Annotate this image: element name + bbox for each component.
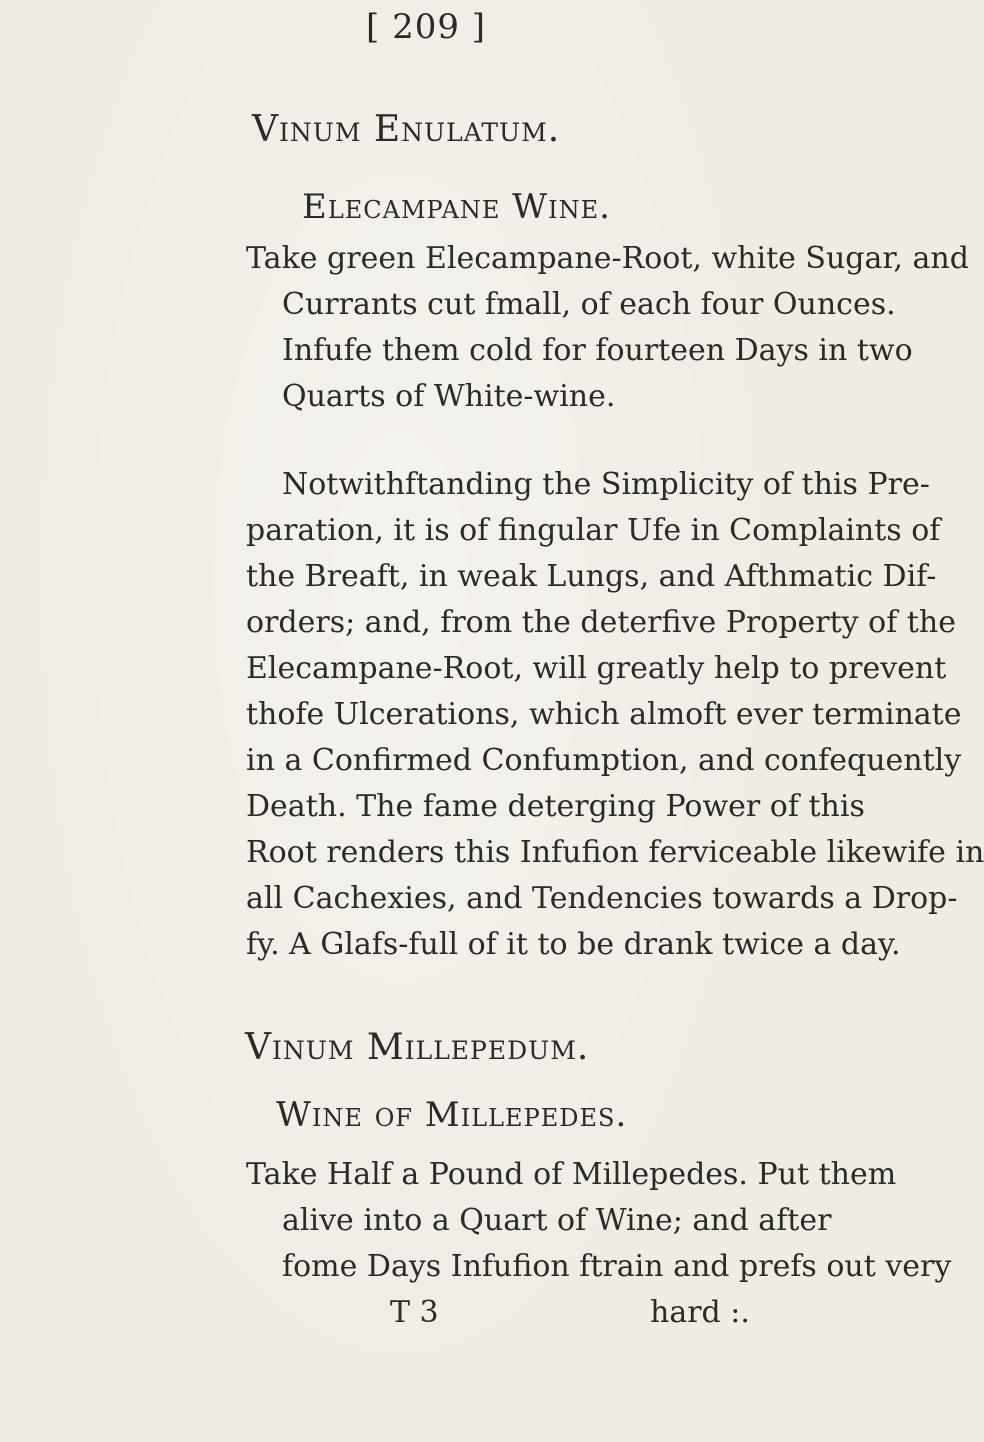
page-number: [ 209 ] (366, 7, 487, 47)
section1-note-line: paration, it is of fingular Ufe in Complaints of (246, 513, 941, 548)
section1-recipe-line: Infufe them cold for fourteen Days in two (282, 333, 913, 368)
section1-latin-title: Vinum Enulatum. (252, 109, 561, 150)
section1-recipe-line: Currants cut fmall, of each four Ounces. (282, 287, 896, 322)
section1-english-title: Elecampane Wine. (302, 187, 611, 227)
section2-recipe-line: alive into a Quart of Wine; and after (282, 1203, 832, 1238)
section2-recipe-line: Take Half a Pound of Millepedes. Put them (246, 1157, 897, 1192)
section2-latin-title: Vinum Millepedum. (245, 1027, 590, 1068)
section1-note-line: all Cachexies, and Tendencies towards a Drop- (246, 881, 958, 916)
section1-note-line: Notwithftanding the Simplicity of this Pre- (282, 467, 930, 502)
section1-note-line: in a Confirmed Confumption, and confequently (246, 743, 962, 778)
section1-note-line: orders; and, from the deterfive Property of the (246, 605, 956, 640)
section1-note-line: fy. A Glafs-full of it to be drank twice a day. (246, 927, 901, 962)
section1-recipe-line: Take green Elecampane-Root, white Sugar, and (246, 241, 969, 276)
signature-mark: T 3 (390, 1295, 439, 1330)
section1-note-line: Elecampane-Root, will greatly help to prevent (246, 651, 947, 686)
section1-recipe-line: Quarts of White-wine. (282, 379, 616, 414)
section1-note-line: Death. The fame deterging Power of this (246, 789, 865, 824)
section1-note-line: Root renders this Infufion ferviceable likewife in (246, 835, 984, 870)
section2-english-title: Wine of Millepedes. (276, 1095, 628, 1135)
section2-recipe-line: fome Days Infufion ftrain and prefs out very (282, 1249, 952, 1284)
section1-note-line: the Breaft, in weak Lungs, and Afthmatic Dif- (246, 559, 937, 594)
catchword: hard :. (650, 1295, 750, 1330)
section1-note-line: thofe Ulcerations, which almoft ever terminate (246, 697, 962, 732)
